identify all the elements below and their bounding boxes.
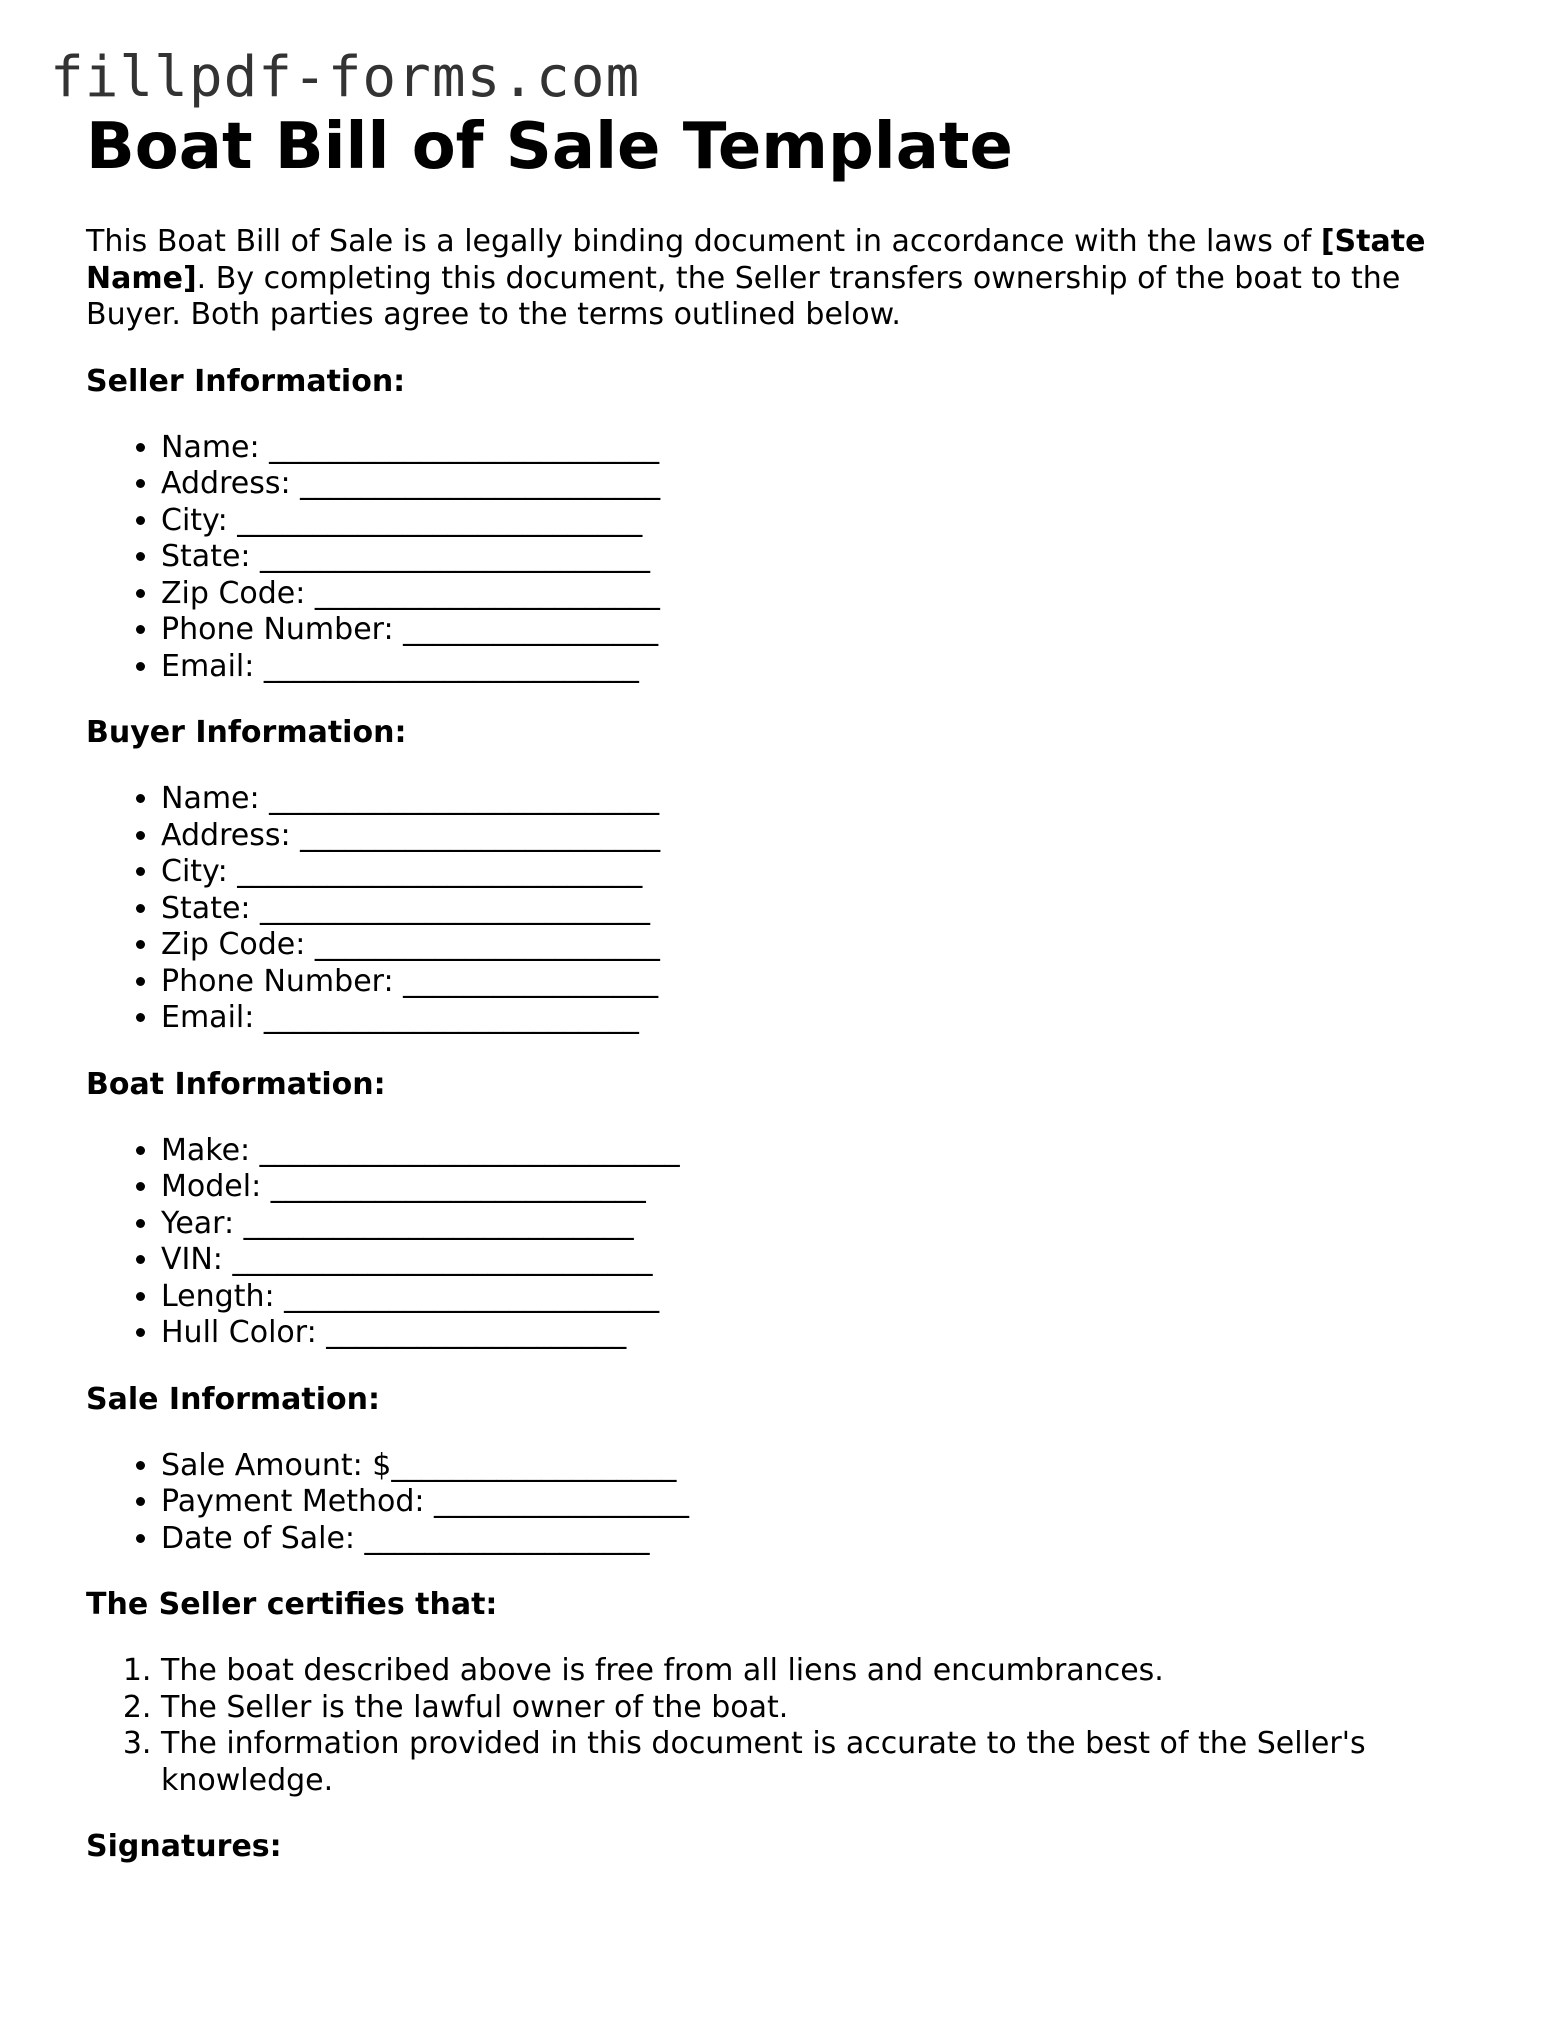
buyer-city-field: • City: ___________________________ (161, 854, 1476, 891)
watermark-logo: fillpdf-forms.com (50, 45, 641, 110)
sale-amount-field: • Sale Amount: $___________________ (161, 1448, 1476, 1485)
boat-model-field: • Model: _________________________ (161, 1169, 1476, 1206)
document-body (86, 104, 1476, 1865)
buyer-info-list (86, 781, 1476, 1037)
seller-info-heading: Seller Information: (86, 363, 406, 399)
certification-item: 1. The boat described above is free from all liens and encumbrances. (161, 1653, 1476, 1690)
boat-info-heading: Boat Information: (86, 1066, 386, 1102)
boat-info-list (86, 1133, 1476, 1352)
intro-text-after: . By completing this document, the Seller transfers ownership of the boat to the Buyer. Both parties agree to the terms outlined below. (86, 260, 1401, 332)
intro-text-before: This Boat Bill of Sale is a legally binding document in accordance with the laws of (86, 224, 1321, 259)
seller-name-field: • Name: __________________________ (161, 430, 1476, 467)
sale-info-heading: Sale Information: (86, 1381, 380, 1417)
seller-phone-field: • Phone Number: _________________ (161, 612, 1476, 649)
signatures-heading: Signatures: (86, 1829, 282, 1864)
certification-list (86, 1653, 1476, 1799)
buyer-address-field: • Address: ________________________ (161, 818, 1476, 855)
buyer-info-heading: Buyer Information: (86, 715, 407, 750)
document-title: Boat Bill of Sale Template (86, 110, 1013, 184)
buyer-email-field: • Email: _________________________ (161, 1000, 1476, 1037)
seller-email-field: • Email: _________________________ (161, 649, 1476, 686)
date-of-sale-field: • Date of Sale: ___________________ (161, 1521, 1476, 1558)
seller-city-field: • City: ___________________________ (161, 503, 1476, 540)
sale-info-list (86, 1448, 1476, 1558)
certification-item: 2. The Seller is the lawful owner of the boat. (161, 1690, 1476, 1727)
payment-method-field: • Payment Method: _________________ (161, 1484, 1476, 1521)
state-name-placeholder: [State Name] (86, 224, 1426, 296)
buyer-state-field: • State: __________________________ (161, 891, 1476, 928)
certification-heading: The Seller certifies that: (86, 1587, 498, 1622)
boat-make-field: • Make: ____________________________ (161, 1133, 1476, 1170)
seller-zip-field: • Zip Code: _______________________ (161, 576, 1476, 613)
boat-year-field: • Year: __________________________ (161, 1206, 1476, 1243)
buyer-zip-field: • Zip Code: _______________________ (161, 927, 1476, 964)
boat-hull-color-field: • Hull Color: ____________________ (161, 1315, 1476, 1352)
boat-length-field: • Length: _________________________ (161, 1279, 1476, 1316)
boat-vin-field: • VIN: ____________________________ (161, 1242, 1476, 1279)
certification-item: 3. The information provided in this document is accurate to the best of the Seller's knowledge. (161, 1726, 1476, 1799)
seller-info-list (86, 430, 1476, 686)
buyer-phone-field: • Phone Number: _________________ (161, 964, 1476, 1001)
intro-paragraph (86, 224, 1476, 334)
buyer-name-field: • Name: __________________________ (161, 781, 1476, 818)
seller-state-field: • State: __________________________ (161, 539, 1476, 576)
seller-address-field: • Address: ________________________ (161, 466, 1476, 503)
